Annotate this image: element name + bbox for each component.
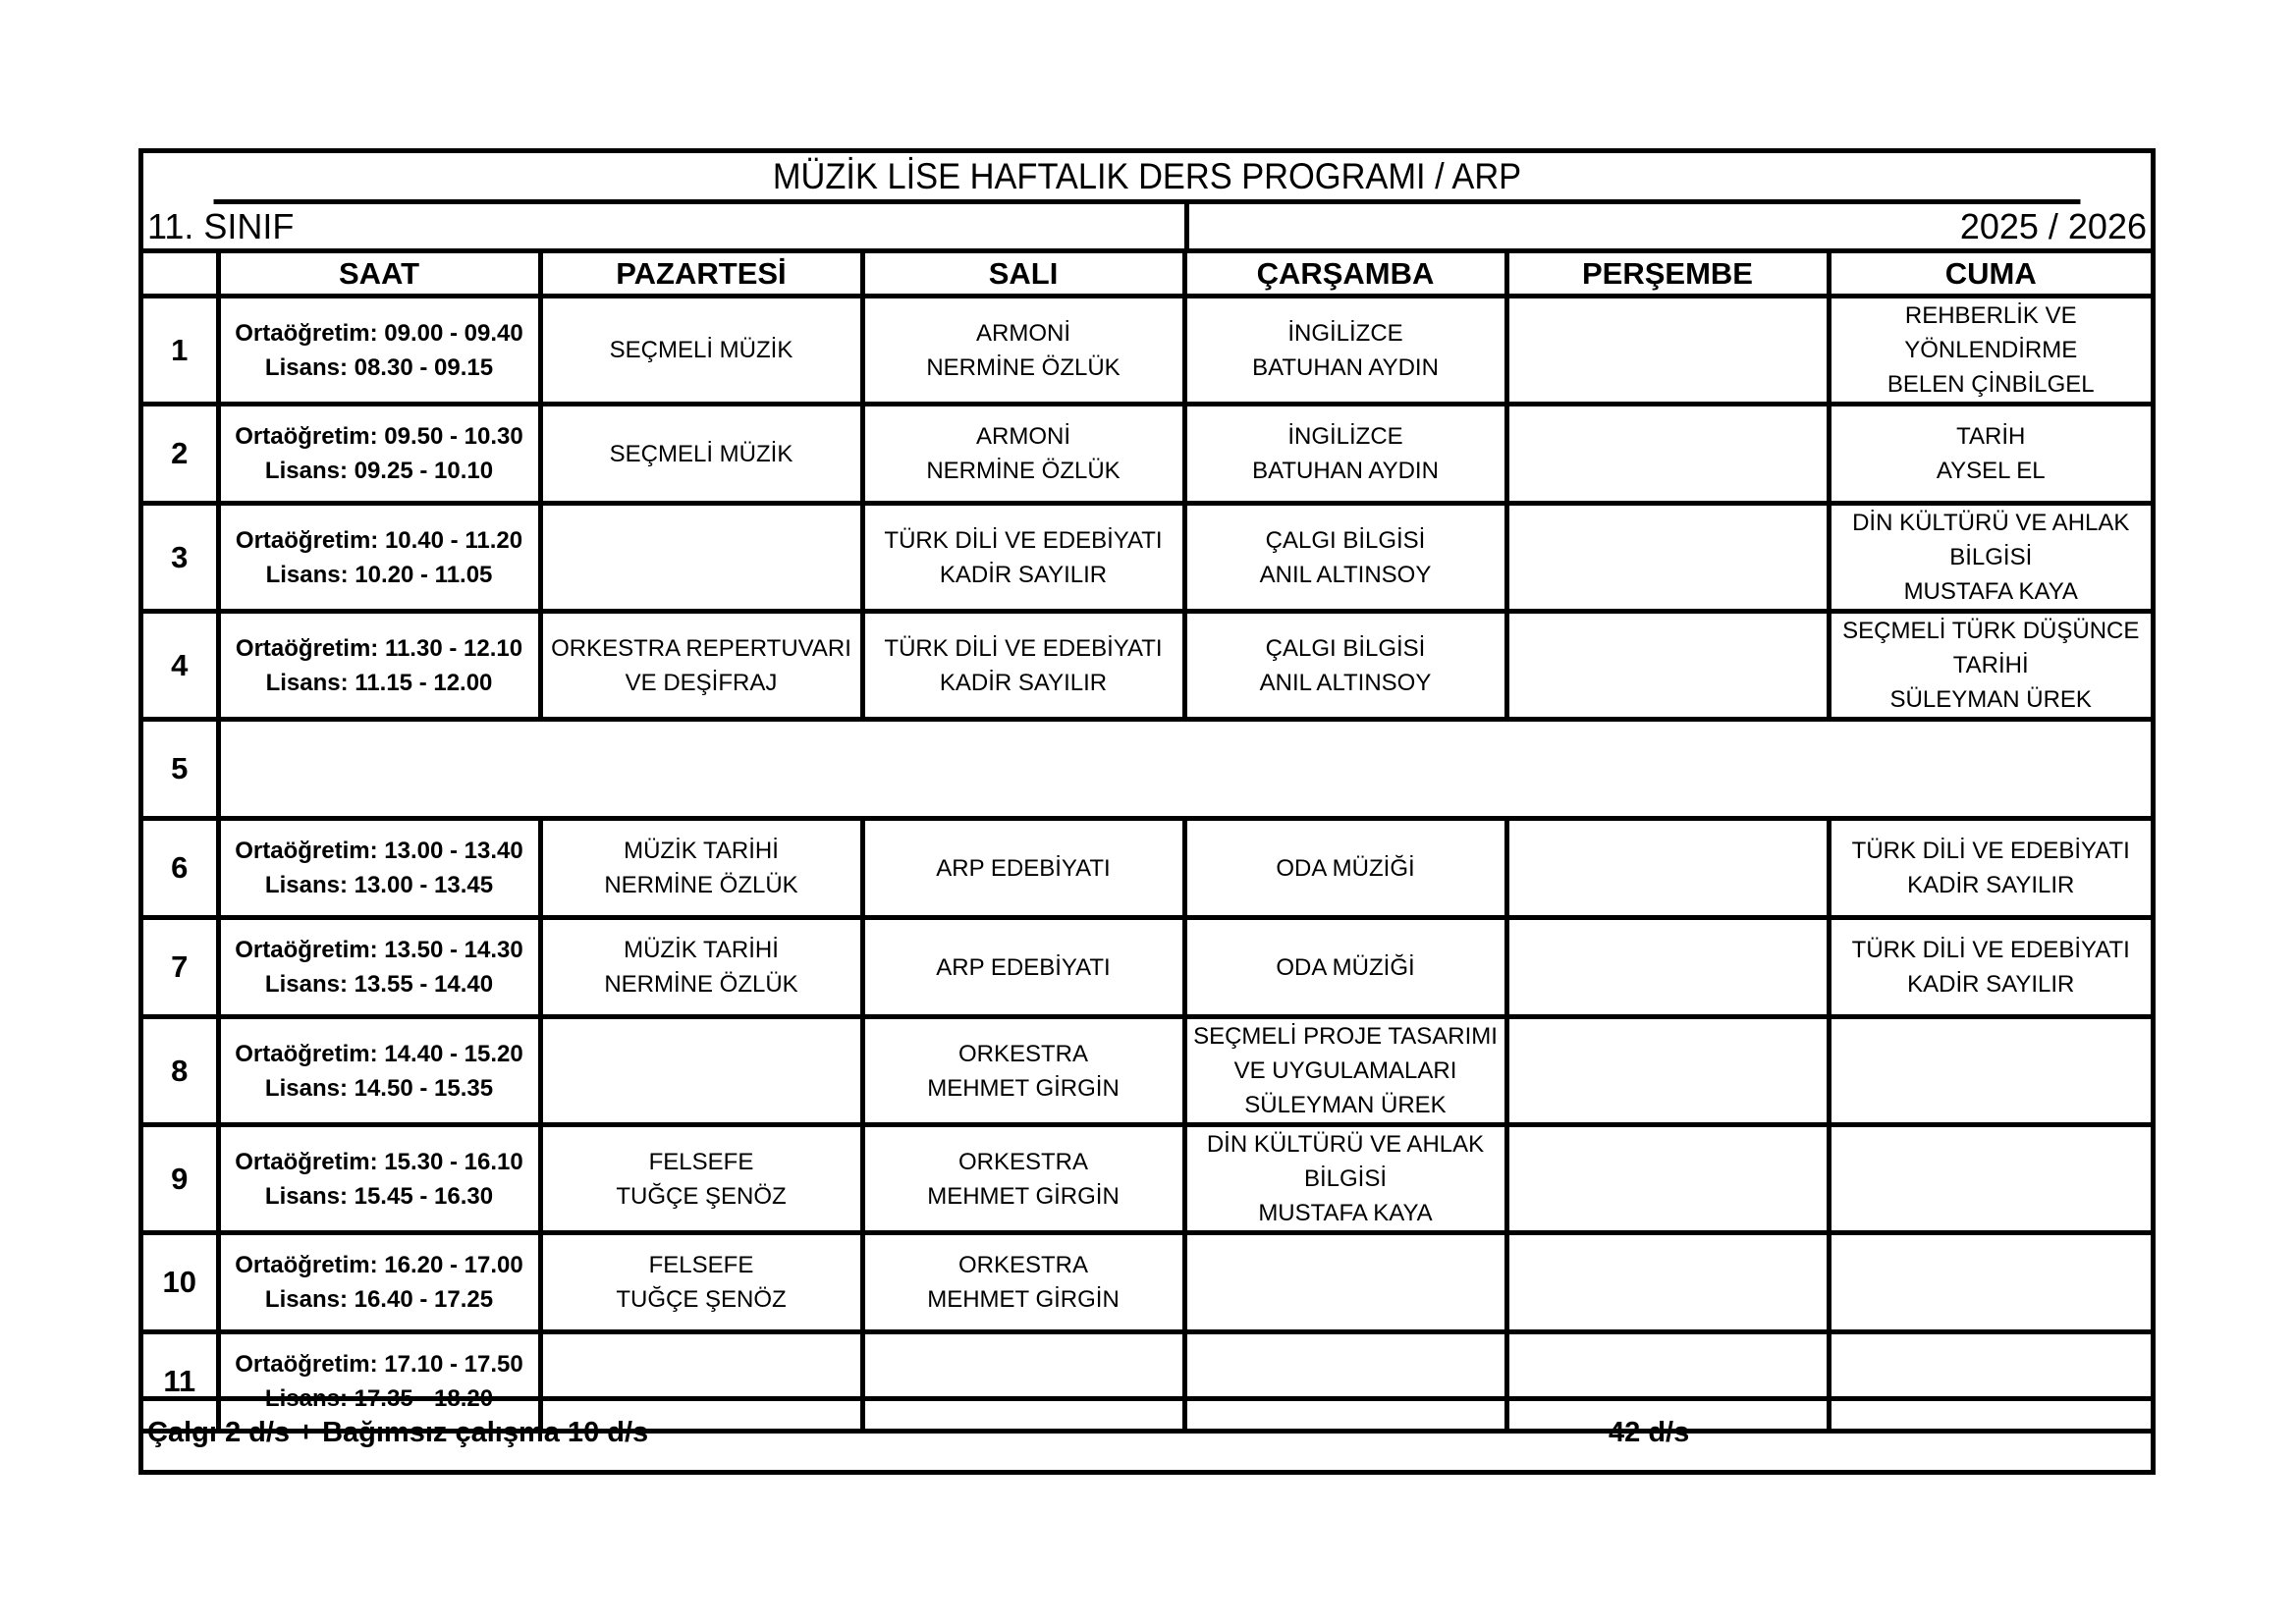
year-label: 2025 / 2026 <box>1959 206 2147 246</box>
period-number: 2 <box>143 405 218 504</box>
lesson-line: BELEN ÇİNBİLGEL <box>1886 371 2095 398</box>
table-row <box>143 405 2151 504</box>
lesson-line: MEHMET GİRGİN <box>927 1182 1120 1210</box>
lesson-cell-tuesday <box>862 918 1184 1017</box>
lesson-line: TÜRK DİLİ VE EDEBİYATI <box>884 526 1163 554</box>
lesson-cell-wednesday <box>1184 1233 1506 1332</box>
time-line: Ortaöğretim: 16.20 - 17.00 <box>235 1252 523 1278</box>
lesson-line: TÜRK DİLİ VE EDEBİYATI <box>884 634 1163 662</box>
lesson-line: MUSTAFA KAYA <box>1258 1200 1433 1226</box>
table-row <box>143 504 2151 612</box>
lesson-line: MEHMET GİRGİN <box>927 1286 1120 1313</box>
lesson-cell-tuesday <box>862 405 1184 504</box>
lesson-cell-wednesday <box>1184 405 1506 504</box>
lesson-line: ANIL ALTINSOY <box>1259 669 1432 696</box>
lesson-cell-wednesday <box>1184 504 1506 612</box>
lesson-cell-thursday <box>1506 819 1829 918</box>
time-line: Lisans: 17.35 - 18.20 <box>264 1385 494 1412</box>
lesson-line: SEÇMELİ MÜZİK <box>609 337 793 363</box>
period-time <box>218 918 540 1017</box>
lesson-cell-friday <box>1829 297 2151 405</box>
lesson-cell-friday <box>1829 612 2151 720</box>
period-time <box>218 405 540 504</box>
lesson-line: ORKESTRA <box>957 1040 1089 1067</box>
lesson-cell-tuesday <box>862 1233 1184 1332</box>
lesson-line: NERMİNE ÖZLÜK <box>926 353 1121 381</box>
lesson-line: MUSTAFA KAYA <box>1903 578 2078 605</box>
header-row <box>143 253 2151 297</box>
meta-divider <box>1184 204 1189 248</box>
class-label: 11. SINIF <box>147 206 295 246</box>
lesson-cell-friday <box>1829 1233 2151 1332</box>
lesson-cell-tuesday <box>862 819 1184 918</box>
lesson-line: DİN KÜLTÜRÜ VE AHLAK <box>1852 510 2130 536</box>
lesson-cell-monday <box>540 612 862 720</box>
lesson-line: YÖNLENDİRME <box>1904 337 2078 363</box>
lesson-cell-monday <box>540 1017 862 1125</box>
lesson-cell-monday <box>540 1233 862 1332</box>
lesson-line: ÇALGI BİLGİSİ <box>1265 526 1426 554</box>
lesson-line: MÜZİK TARİHİ <box>624 838 779 864</box>
table-row <box>143 918 2151 1017</box>
header-cell-monday: PAZARTESİ <box>540 253 862 297</box>
lesson-line: ARP EDEBİYATI <box>936 854 1111 882</box>
lesson-cell-tuesday <box>862 612 1184 720</box>
lesson-line: VE UYGULAMALARI <box>1233 1057 1457 1084</box>
table-row <box>143 297 2151 405</box>
period-time <box>218 819 540 918</box>
table-row <box>143 1125 2151 1233</box>
lesson-line: KADİR SAYILIR <box>939 669 1108 696</box>
lesson-cell-thursday <box>1506 612 1829 720</box>
time-line: Lisans: 09.25 - 10.10 <box>264 458 494 484</box>
timetable-sheet <box>138 148 2156 1475</box>
lesson-line: BATUHAN AYDIN <box>1252 458 1439 484</box>
period-time <box>218 612 540 720</box>
period-number: 3 <box>143 504 218 612</box>
time-line: Lisans: 13.55 - 14.40 <box>264 971 494 998</box>
time-line: Ortaöğretim: 09.00 - 09.40 <box>235 319 523 347</box>
table-row <box>143 1233 2151 1332</box>
lesson-line: SÜLEYMAN ÜREK <box>1244 1092 1447 1118</box>
time-line: Lisans: 15.45 - 16.30 <box>264 1182 494 1210</box>
period-time <box>218 297 540 405</box>
lesson-line: TÜRK DİLİ VE EDEBİYATI <box>1851 838 2130 864</box>
lesson-line: SEÇMELİ MÜZİK <box>609 440 793 467</box>
lesson-cell-monday <box>540 504 862 612</box>
period-time <box>218 1233 540 1332</box>
period-number: 1 <box>143 297 218 405</box>
period-number: 9 <box>143 1125 218 1233</box>
lesson-line: İNGİLİZCE <box>1287 423 1403 450</box>
time-line: Lisans: 08.30 - 09.15 <box>264 353 494 381</box>
footer-total: 42 d/s <box>1609 1417 1690 1448</box>
lesson-line: NERMİNE ÖZLÜK <box>604 971 798 998</box>
lesson-line: KADİR SAYILIR <box>1907 971 2075 998</box>
time-line: Ortaöğretim: 13.50 - 14.30 <box>235 937 523 963</box>
period-number: 6 <box>143 819 218 918</box>
schedule-table <box>143 253 2151 1434</box>
lesson-line: AYSEL EL <box>1936 458 2046 484</box>
lesson-cell-wednesday <box>1184 612 1506 720</box>
lesson-line: ARMONİ <box>976 319 1070 347</box>
lesson-cell-thursday <box>1506 504 1829 612</box>
lesson-line: FELSEFE <box>648 1252 754 1278</box>
period-number: 5 <box>143 720 218 819</box>
lesson-line: ODA MÜZİĞİ <box>1276 953 1415 981</box>
period-number: 7 <box>143 918 218 1017</box>
table-row <box>143 720 2151 819</box>
period-number: 4 <box>143 612 218 720</box>
table-row <box>143 819 2151 918</box>
time-line: Lisans: 10.20 - 11.05 <box>265 561 493 588</box>
lesson-cell-monday <box>540 918 862 1017</box>
lesson-line: BİLGİSİ <box>1303 1165 1388 1192</box>
lesson-cell-tuesday <box>862 297 1184 405</box>
lesson-line: KADİR SAYILIR <box>939 561 1108 588</box>
lesson-line: KADİR SAYILIR <box>1907 872 2075 898</box>
header-cell-tuesday: SALI <box>862 253 1184 297</box>
time-line: Ortaöğretim: 14.40 - 15.20 <box>235 1040 523 1067</box>
lesson-line: İNGİLİZCE <box>1287 319 1403 347</box>
meta-row <box>143 204 2151 253</box>
header-cell-time: SAAT <box>218 253 540 297</box>
period-number: 11 <box>143 1332 218 1432</box>
lesson-line: ÇALGI BİLGİSİ <box>1265 634 1426 662</box>
table-row <box>143 1017 2151 1125</box>
time-line: Lisans: 16.40 - 17.25 <box>264 1286 494 1313</box>
footer-note: Çalgı 2 d/s + Bağımsız çalışma 10 d/s <box>147 1417 649 1448</box>
header-cell-thursday: PERŞEMBE <box>1506 253 1829 297</box>
lesson-cell-monday <box>540 1125 862 1233</box>
lesson-line: NERMİNE ÖZLÜK <box>926 458 1121 484</box>
lesson-line: TARİH <box>1956 423 2026 450</box>
lesson-cell-tuesday <box>862 1017 1184 1125</box>
time-line: Ortaöğretim: 10.40 - 11.20 <box>235 526 523 554</box>
table-row <box>143 612 2151 720</box>
lesson-cell-friday <box>1829 405 2151 504</box>
period-number: 10 <box>143 1233 218 1332</box>
time-line: Ortaöğretim: 11.30 - 12.10 <box>235 634 523 662</box>
lesson-cell-wednesday <box>1184 1017 1506 1125</box>
time-line: Ortaöğretim: 17.10 - 17.50 <box>235 1351 523 1378</box>
lesson-line: BİLGİSİ <box>1949 544 2033 570</box>
time-line: Lisans: 13.00 - 13.45 <box>264 872 494 898</box>
lesson-line: TUĞÇE ŞENÖZ <box>616 1286 787 1313</box>
lesson-line: VE DEŞİFRAJ <box>625 669 778 696</box>
footer <box>143 1396 2151 1470</box>
lesson-line: MÜZİK TARİHİ <box>624 937 779 963</box>
lesson-cell-wednesday <box>1184 1125 1506 1233</box>
header-cell-wednesday: ÇARŞAMBA <box>1184 253 1506 297</box>
lesson-cell-thursday <box>1506 1125 1829 1233</box>
lesson-cell-monday <box>540 405 862 504</box>
lesson-cell-friday <box>1829 819 2151 918</box>
lesson-cell-friday <box>1829 504 2151 612</box>
period-time <box>218 1017 540 1125</box>
lesson-cell-thursday <box>1506 297 1829 405</box>
schedule-body <box>143 297 2151 1432</box>
header-cell-index <box>143 253 218 297</box>
lesson-line: REHBERLİK VE <box>1904 302 2077 329</box>
lesson-line: BATUHAN AYDIN <box>1252 353 1439 381</box>
lesson-line: ORKESTRA <box>957 1252 1089 1278</box>
lesson-line: SEÇMELİ TÜRK DÜŞÜNCE <box>1842 618 2140 644</box>
lesson-cell-thursday <box>1506 918 1829 1017</box>
lesson-cell-monday <box>540 819 862 918</box>
lesson-cell-thursday <box>1506 1233 1829 1332</box>
lesson-line: NERMİNE ÖZLÜK <box>604 872 798 898</box>
lesson-cell-monday <box>540 297 862 405</box>
lesson-cell-wednesday <box>1184 918 1506 1017</box>
lesson-cell-wednesday <box>1184 297 1506 405</box>
lesson-line: DİN KÜLTÜRÜ VE AHLAK <box>1206 1131 1485 1158</box>
break-cell <box>218 720 2151 819</box>
lesson-cell-friday <box>1829 1125 2151 1233</box>
lesson-line: SEÇMELİ PROJE TASARIMI <box>1193 1023 1498 1050</box>
lesson-line: TÜRK DİLİ VE EDEBİYATI <box>1851 937 2130 963</box>
lesson-cell-friday <box>1829 1017 2151 1125</box>
time-line: Lisans: 14.50 - 15.35 <box>264 1074 494 1102</box>
lesson-line: ARP EDEBİYATI <box>936 953 1111 981</box>
lesson-cell-tuesday <box>862 504 1184 612</box>
time-line: Lisans: 11.15 - 12.00 <box>265 669 493 696</box>
page-title: MÜZİK LİSE HAFTALIK DERS PROGRAMI / ARP <box>214 153 2081 204</box>
period-time <box>218 1125 540 1233</box>
lesson-line: SÜLEYMAN ÜREK <box>1889 686 2092 713</box>
lesson-line: ARMONİ <box>976 423 1070 450</box>
lesson-line: ODA MÜZİĞİ <box>1276 854 1415 882</box>
lesson-cell-friday <box>1829 918 2151 1017</box>
lesson-line: FELSEFE <box>648 1148 754 1175</box>
lesson-cell-tuesday <box>862 1125 1184 1233</box>
lesson-line: TUĞÇE ŞENÖZ <box>616 1182 787 1210</box>
lesson-cell-wednesday <box>1184 819 1506 918</box>
lesson-line: TARİHİ <box>1952 652 2029 678</box>
lesson-cell-thursday <box>1506 405 1829 504</box>
header-cell-friday: CUMA <box>1829 253 2151 297</box>
lesson-cell-thursday <box>1506 1017 1829 1125</box>
period-number: 8 <box>143 1017 218 1125</box>
period-time <box>218 504 540 612</box>
lesson-line: ORKESTRA REPERTUVARI <box>551 634 851 662</box>
lesson-line: MEHMET GİRGİN <box>927 1074 1120 1102</box>
time-line: Ortaöğretim: 09.50 - 10.30 <box>235 423 523 450</box>
time-line: Ortaöğretim: 15.30 - 16.10 <box>235 1148 523 1175</box>
time-line: Ortaöğretim: 13.00 - 13.40 <box>235 838 523 864</box>
lesson-line: ORKESTRA <box>957 1148 1089 1175</box>
lesson-line: ANIL ALTINSOY <box>1259 561 1432 588</box>
